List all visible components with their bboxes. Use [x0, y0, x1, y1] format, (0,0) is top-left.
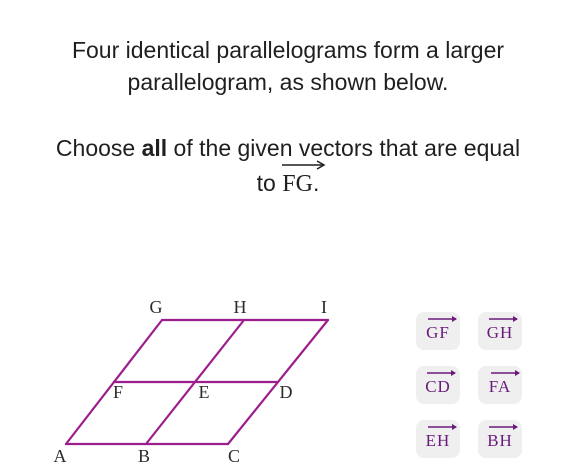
point-label-d: D: [279, 382, 293, 402]
point-label-g: G: [149, 297, 163, 317]
choice-vector-eh[interactable]: EH: [416, 420, 460, 458]
choice-vector-gf[interactable]: GF: [416, 312, 460, 350]
question-line-1: Choose all of the given vectors that are equal: [55, 135, 521, 161]
point-label-e: E: [198, 382, 210, 402]
vector-arrow-icon: [487, 315, 521, 323]
vector-arrow-icon: [426, 315, 460, 323]
vector-arrow-icon: [426, 423, 460, 431]
choice-vector-fa[interactable]: FA: [478, 366, 522, 404]
point-label-i: I: [321, 297, 327, 317]
vector-arrow-icon: [489, 369, 523, 377]
choice-vector-gh[interactable]: GH: [478, 312, 522, 350]
problem-intro: Four identical parallelograms form a larger parallelogram, as shown below.: [71, 37, 505, 95]
point-label-a: A: [53, 446, 67, 466]
choice-vector-cd[interactable]: CD: [416, 366, 460, 404]
vector-arrow-icon: [425, 369, 459, 377]
point-label-c: C: [227, 446, 241, 466]
vector-arrow-icon: [487, 423, 521, 431]
point-label-h: H: [233, 297, 247, 317]
choice-vector-bh[interactable]: BH: [478, 420, 522, 458]
emphasis-all: all: [141, 135, 168, 161]
point-label-f: F: [112, 382, 124, 402]
point-label-b: B: [137, 446, 151, 466]
target-vector: FG: [282, 164, 313, 200]
question-line-2: to FG.: [0, 164, 576, 200]
